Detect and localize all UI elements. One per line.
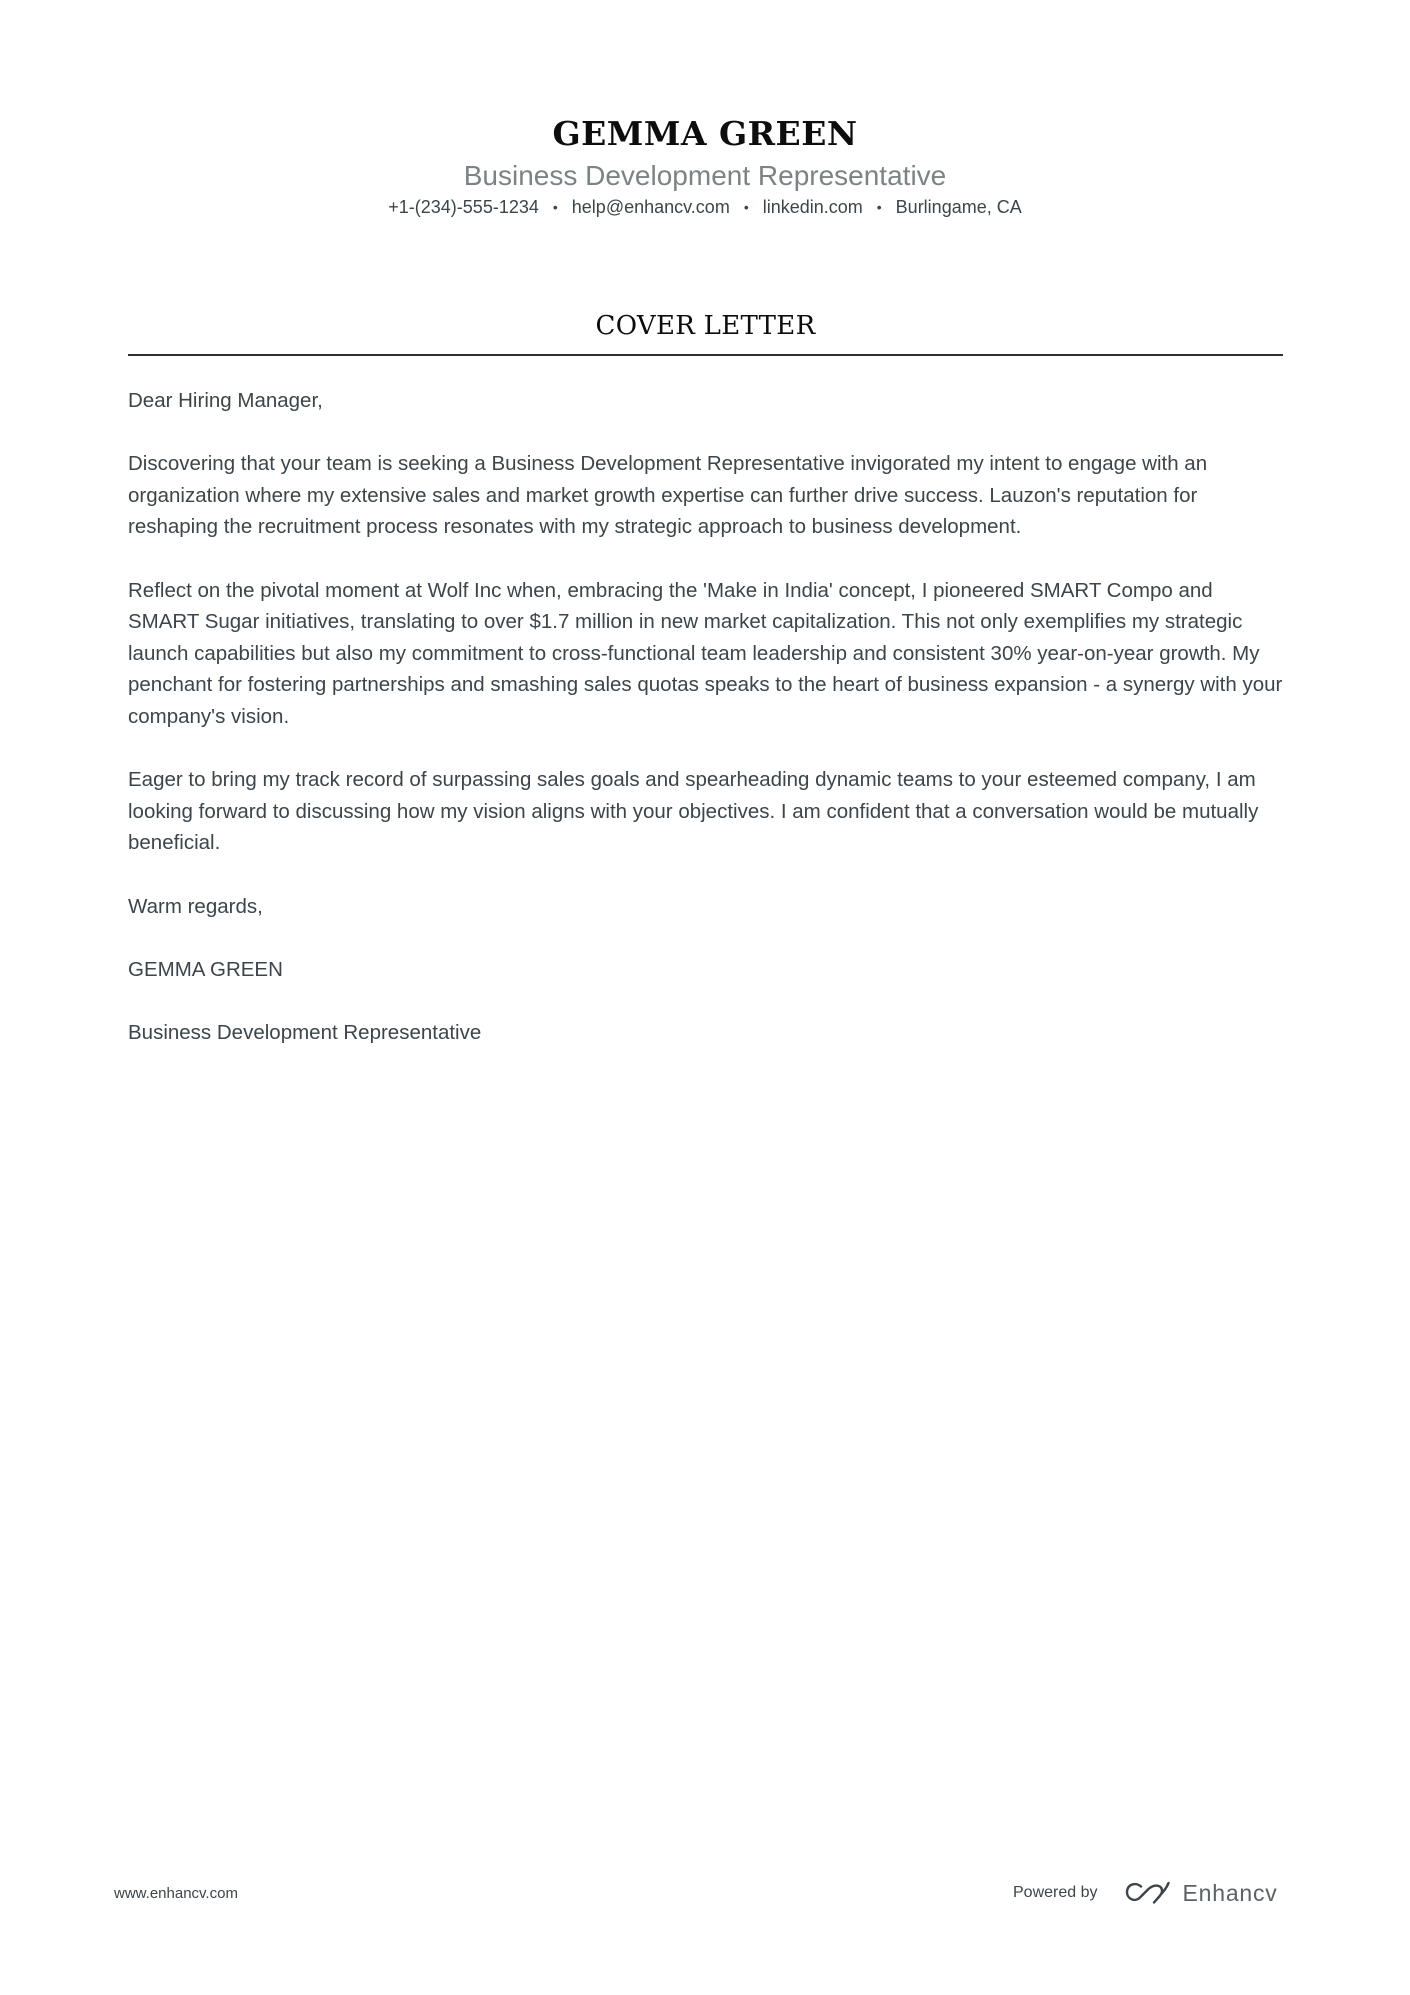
paragraph-closing: Eager to bring my track record of surpassing sales goals and spearheading dynamic teams to your esteemed company, I am looking forward to discussing how my vision aligns with your objectives. I am confident that a conversation would be mutually beneficial. xyxy=(128,768,1259,855)
applicant-name: GEMMA GREEN xyxy=(552,114,858,153)
section-divider xyxy=(128,354,1283,356)
signature-name: GEMMA GREEN xyxy=(128,957,283,981)
resume-header xyxy=(0,112,1410,219)
salutation: Dear Hiring Manager, xyxy=(128,389,323,412)
separator-bullet: • xyxy=(743,199,749,215)
signature-title: Business Development Representative xyxy=(128,1020,482,1044)
paragraph-intro: Discovering that your team is seeking a Business Development Representative invigorated my intent to engage with an organization where my extensive sales and market growth expertise can further drive success. Lauzon's reputation for reshaping the recruitment process resonates with my strategic approach to business development. xyxy=(128,452,1208,539)
enhancv-logo-icon xyxy=(1124,1880,1172,1906)
powered-by-badge xyxy=(1013,1880,1278,1906)
powered-by-label: Powered by xyxy=(1013,1884,1098,1901)
contact-email: help@enhancv.com xyxy=(571,197,730,217)
contact-location: Burlingame, CA xyxy=(895,197,1022,217)
enhancv-wordmark: Enhancv xyxy=(1182,1880,1278,1906)
section-title: COVER LETTER xyxy=(595,311,816,341)
closing-phrase: Warm regards, xyxy=(128,894,263,918)
applicant-title: Business Development Representative xyxy=(463,160,947,191)
separator-bullet: • xyxy=(876,199,882,215)
separator-bullet: • xyxy=(552,199,558,215)
contact-phone: +1-(234)-555-1234 xyxy=(388,197,539,217)
paragraph-achievements: Reflect on the pivotal moment at Wolf Inc when, embracing the 'Make in India' concept, I pioneered SMART Compo and SMART Sugar initiatives, translating to over $1.7 million in new market capitalization. This not only exemplifies my strategic launch capabilities but also my commitment to cross-functional team leadership and consistent 30% year-on-year growth. My penchant for fostering partnerships and smashing sales quotas speaks to the heart of business expansion - a synergy with your company's vision. xyxy=(128,578,1283,728)
letter-body xyxy=(128,385,1288,1080)
contact-linkedin: linkedin.com xyxy=(762,197,863,217)
footer-website: www.enhancv.com xyxy=(114,1885,238,1902)
contact-info xyxy=(0,195,1410,219)
